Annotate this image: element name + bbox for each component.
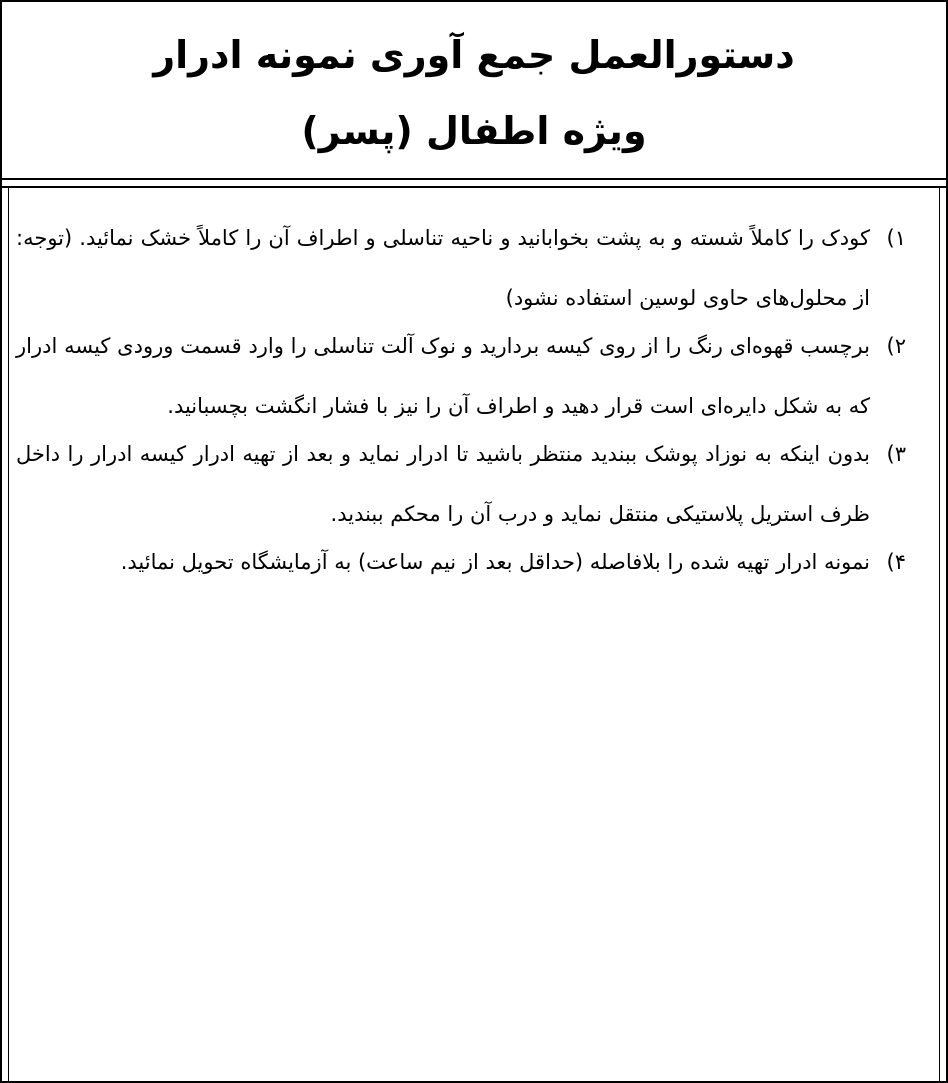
instruction-item-1: [16, 224, 906, 328]
inner-border-right: [939, 186, 940, 1081]
instruction-number: ۲): [886, 334, 906, 358]
page-title: دستورالعمل جمع آوری نمونه ادرار: [153, 33, 795, 77]
instruction-text: کودک را کاملاً شسته و به پشت بخوابانید و ناحیه تناسلی و اطراف آن را کاملاً خشک نمائید. (توجه: از محلول‌های حاوی لوسین استفاده نشود): [16, 226, 870, 310]
instruction-text: نمونه ادرار تهیه شده را بلافاصله (حداقل بعد از نیم ساعت) به آزمایشگاه تحویل نمائید.: [120, 550, 870, 574]
instruction-number: ۳): [886, 442, 906, 466]
instruction-text: برچسب قهوه‌ای رنگ را از روی کیسه بردارید و نوک آلت تناسلی را وارد قسمت ورودی کیسه ادرار که به شکل دایره‌ای است قرار دهید و اطراف آن را نیز با فشار انگشت بچسبانید.: [16, 334, 870, 418]
inner-border-left: [8, 186, 9, 1081]
instruction-text: بدون اینکه به نوزاد پوشک ببندید منتظر باشید تا ادرار نماید و بعد از تهیه ادرار کیسه ادرار را داخل ظرف استریل پلاستیکی منتقل نماید و درب آن را محکم ببندید.: [16, 442, 870, 526]
page-subtitle: ویژه اطفال (پسر): [301, 109, 647, 153]
instruction-item-3: [16, 440, 906, 544]
title-box: [2, 2, 946, 180]
instruction-item-2: [16, 332, 906, 436]
instruction-number: ۴): [886, 550, 906, 574]
instruction-item-4: [16, 548, 906, 592]
instructions-list: [16, 224, 906, 592]
instruction-number: ۱): [886, 226, 906, 250]
